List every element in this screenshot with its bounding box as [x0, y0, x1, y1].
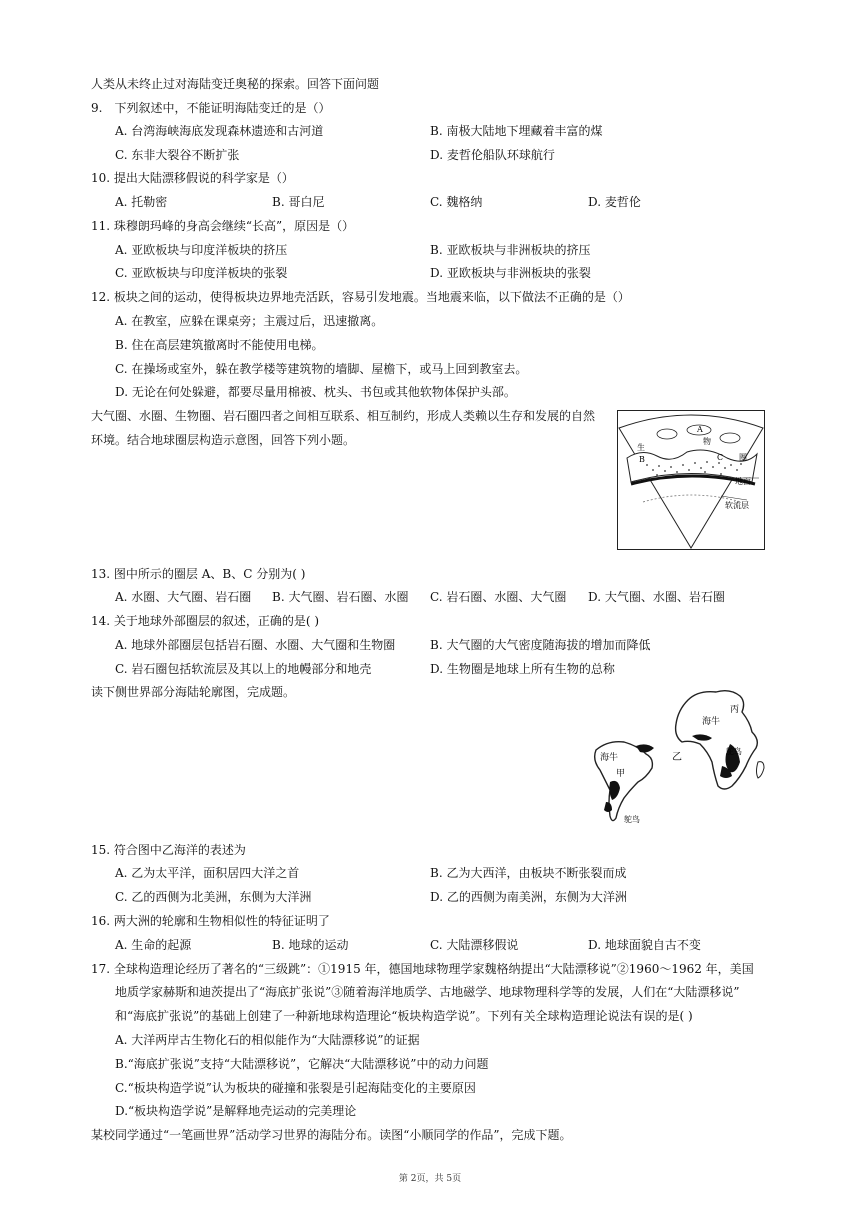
q13-option-d: D. 大气圈、水圈、岩石圈: [588, 590, 725, 604]
q10-option-b: B. 哥白尼: [272, 195, 325, 209]
fig2-label-ostrich-africa: 鸵鸟: [726, 747, 742, 756]
earth-spheres-diagram: [617, 410, 765, 550]
intro-text: 人类从未终止过对海陆变迁奥秘的探索。回答下面问题: [91, 77, 380, 91]
q11-option-a: A. 亚欧板块与印度洋板块的挤压: [115, 243, 288, 257]
fig1-label-ground: 地面: [735, 477, 751, 486]
fig2-label-bing: 丙: [730, 705, 740, 715]
fig2-label-manatee-sa: 海牛: [600, 753, 619, 763]
q14-option-c: C. 岩石圈包括软流层及其以上的地幔部分和地壳: [115, 662, 372, 676]
question-17-stem-line3: 和“海底扩张说”的基础上创建了一种新地球构造理论“板块构造学说”。下列有关全球构造理论说法有误的是( ): [115, 1009, 693, 1023]
q16-option-c: C. 大陆漂移假说: [430, 938, 519, 952]
q15-option-c: C. 乙的西侧为北美洲，东侧为大洋洲: [115, 890, 312, 904]
page-footer: 第 2页，共 5页: [398, 1174, 462, 1184]
question-11-stem: 11. 珠穆朗玛峰的身高会继续“长高”，原因是（）: [91, 219, 355, 233]
q14-option-a: A. 地球外部圈层包括岩石圈、水圈、大气圈和生物圈: [115, 638, 396, 652]
intro-spheres-line2: 环境。结合地球圈层构造示意图，回答下列小题。: [91, 433, 356, 447]
q9-option-d: D. 麦哲伦船队环球航行: [430, 148, 555, 162]
q12-option-b: B. 住在高层建筑撤离时不能使用电梯。: [115, 338, 324, 352]
intro-spheres-line1: 大气圈、水圈、生物圈、岩石圈四者之间相互联系、相互制约，形成人类赖以生存和发展的自然: [91, 409, 596, 423]
question-17-stem-line1: 17. 全球构造理论经历了著名的“三级跳”：①1915 年，德国地球物理学家魏格纳提出“大陆漂移说”②1960～1962 年，美国: [91, 962, 754, 976]
q11-option-d: D. 亚欧板块与非洲板块的张裂: [430, 266, 591, 280]
fig1-label-c: C: [717, 453, 724, 462]
q16-option-d: D. 地球面貌自古不变: [588, 938, 701, 952]
q16-option-b: B. 地球的运动: [272, 938, 349, 952]
q10-option-c: C. 魏格纳: [430, 195, 483, 209]
q12-option-a: A. 在教室，应躲在课桌旁；主震过后，迅速撤离。: [115, 314, 384, 328]
q9-option-a: A. 台湾海峡海底发现森林遗迹和古河道: [115, 124, 324, 138]
question-10-stem: 10. 提出大陆漂移假说的科学家是（）: [91, 171, 294, 185]
question-14-stem: 14. 关于地球外部圈层的叙述，正确的是( ): [91, 614, 320, 628]
q15-option-b: B. 乙为大西洋，由板块不断张裂而成: [430, 866, 627, 880]
question-9-stem: 9. 下列叙述中，不能证明海陆变迁的是（）: [91, 101, 331, 115]
q17-option-d: D.“板块构造学说”是解释地壳运动的完美理论: [115, 1104, 357, 1118]
q12-option-d: D. 无论在何处躲避，都要尽量用棉被、枕头、书包或其他软物体保护头部。: [115, 385, 516, 399]
question-12-stem: 12. 板块之间的运动，使得板块边界地壳活跃，容易引发地震。当地震来临，以下做法不正确的是（）: [91, 290, 630, 304]
q11-option-c: C. 亚欧板块与印度洋板块的张裂: [115, 266, 288, 280]
fig2-label-jia: 甲: [616, 769, 626, 779]
question-17-stem-line2: 地质学家赫斯和迪茨提出了“海底扩张说”③随着海洋地质学、古地磁学、地球物理科学等的发展，人们在“大陆漂移说”: [115, 985, 740, 999]
question-15-stem: 15. 符合图中乙海洋的表述为: [91, 843, 246, 857]
q9-option-c: C. 东非大裂谷不断扩张: [115, 148, 240, 162]
q13-option-b: B. 大气圈、岩石圈、水圈: [272, 590, 409, 604]
fig2-label-ostrich-sa: 鸵鸟: [624, 815, 640, 824]
q15-option-d: D. 乙的西侧为南美洲，东侧为大洋洲: [430, 890, 627, 904]
fig1-label-wu: 物: [703, 437, 711, 446]
q15-option-a: A. 乙为太平洋，面积居四大洋之首: [115, 866, 300, 880]
fig2-label-manatee-africa: 海牛: [702, 717, 721, 727]
q14-option-b: B. 大气圈的大气密度随海拔的增加而降低: [430, 638, 651, 652]
fig1-label-quan: 圈: [739, 453, 747, 462]
intro-map-text: 读下侧世界部分海陆轮廓图，完成题。: [91, 685, 296, 699]
q13-option-a: A. 水圈、大气圈、岩石圈: [115, 590, 252, 604]
question-13-stem: 13. 图中所示的圈层 A、B、C 分别为( ): [91, 567, 306, 581]
question-16-stem: 16. 两大洲的轮廓和生物相似性的特征证明了: [91, 914, 330, 928]
fig2-label-yi: 乙: [672, 752, 682, 763]
q10-option-d: D. 麦哲伦: [588, 195, 641, 209]
fig1-label-b: B: [639, 455, 645, 464]
q16-option-a: A. 生命的起源: [115, 938, 192, 952]
q17-option-b: B.“海底扩张说”支持“大陆漂移说”，它解决“大陆漂移说”中的动力问题: [115, 1057, 489, 1071]
continents-map: [580, 682, 770, 828]
q17-option-a: A. 大洋两岸古生物化石的相似能作为“大陆漂移说”的证据: [115, 1033, 420, 1047]
q14-option-d: D. 生物圈是地球上所有生物的总称: [430, 662, 615, 676]
fig1-label-a: A: [697, 425, 703, 434]
fig1-label-asthenosphere: 软流层: [725, 501, 749, 510]
q17-option-c: C.“板块构造学说”认为板块的碰撞和张裂是引起海陆变化的主要原因: [115, 1081, 476, 1095]
intro-drawing-text: 某校同学通过“一笔画世界”活动学习世界的海陆分布。读图“小顺同学的作品”，完成下题。: [91, 1128, 572, 1142]
q12-option-c: C. 在操场或室外，躲在教学楼等建筑物的墙脚、屋檐下，或马上回到教室去。: [115, 362, 528, 376]
africa-outline: [676, 691, 758, 789]
q13-option-c: C. 岩石圈、水圈、大气圈: [430, 590, 567, 604]
fig1-label-sheng: 生: [637, 443, 645, 452]
q10-option-a: A. 托勒密: [115, 195, 168, 209]
q11-option-b: B. 亚欧板块与非洲板块的挤压: [430, 243, 591, 257]
q9-option-b: B. 南极大陆地下埋藏着丰富的煤: [430, 124, 603, 138]
